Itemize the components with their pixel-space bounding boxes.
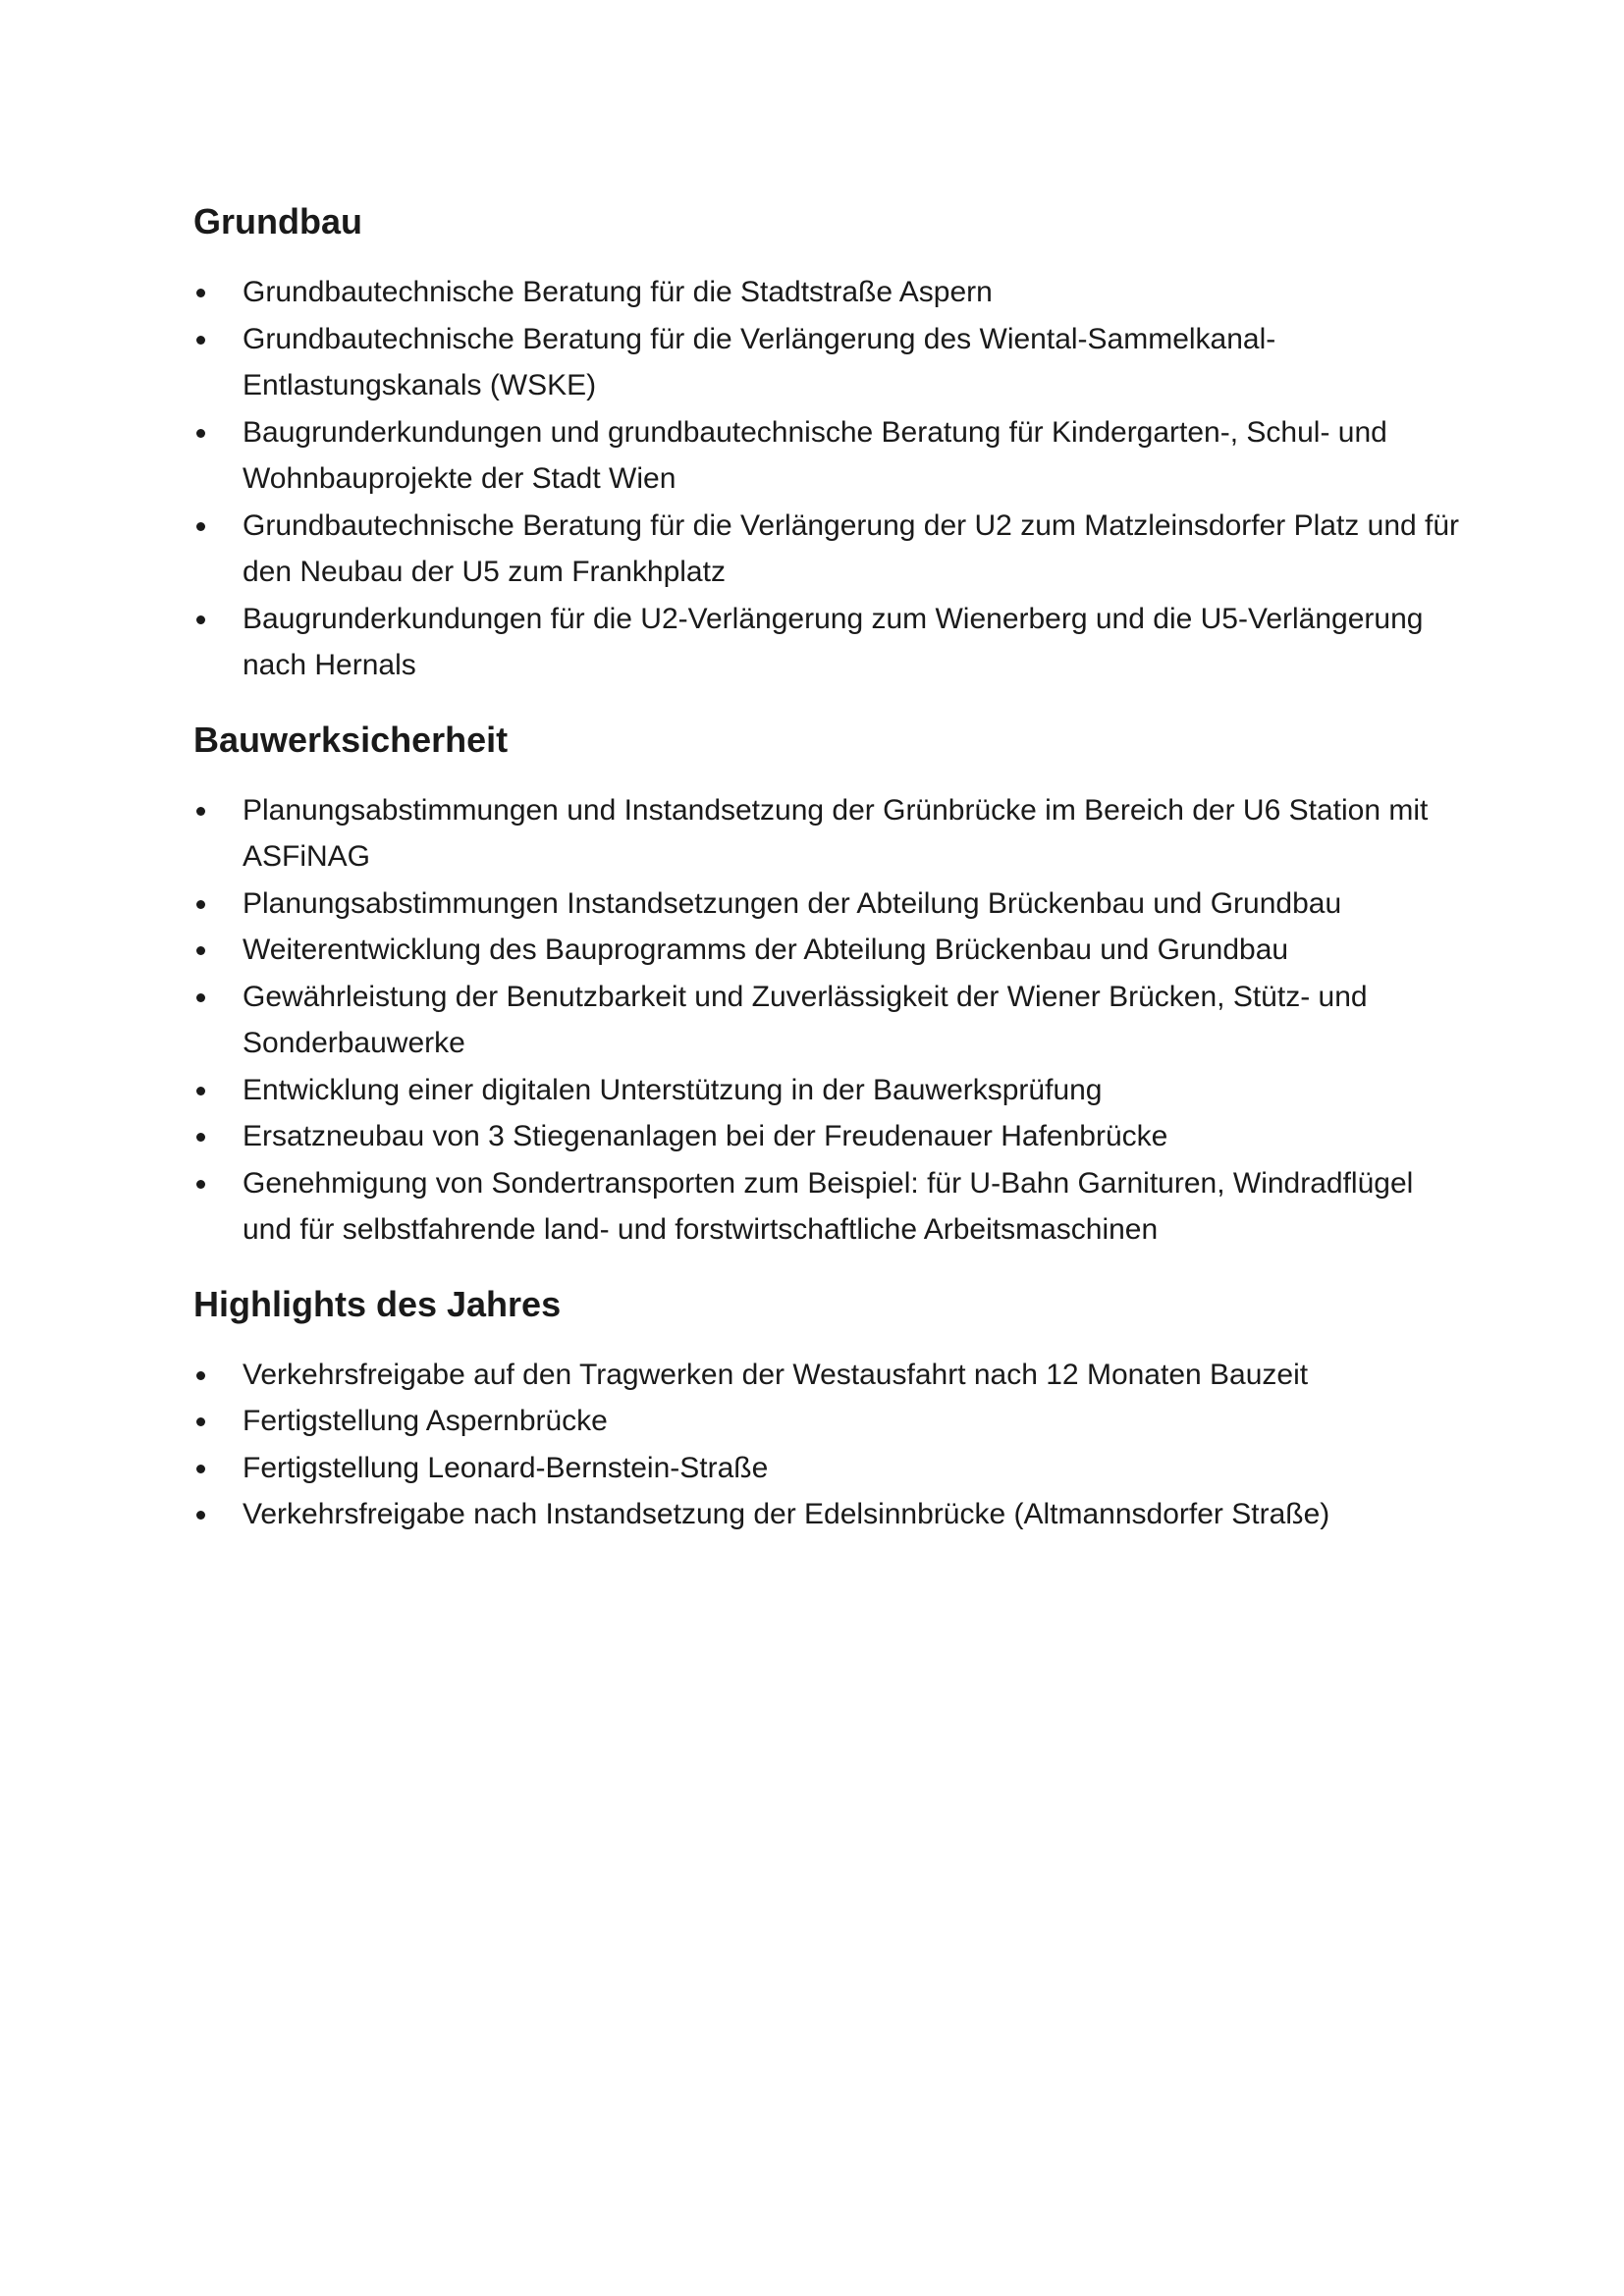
bullet-icon <box>196 807 205 816</box>
list-item-text: Weiterentwicklung des Bauprogramms der Abteilung Brückenbau und Grundbau <box>243 934 1289 966</box>
list-item <box>193 1113 1470 1160</box>
list-item <box>193 1491 1470 1538</box>
section-title: Highlights des Jahres <box>193 1283 562 1324</box>
list-item-text: Verkehrsfreigabe nach Instandsetzung der Edelsinnbrücke (Altmannsdorfer Straße) <box>243 1498 1330 1530</box>
list-item-text: Baugrunderkundungen und grundbautechnische Beratung für Kindergarten-, Schul- und Wohnbauprojekte der Stadt Wien <box>243 415 1387 495</box>
bullet-icon <box>196 1133 205 1142</box>
list-item <box>193 409 1470 503</box>
bullet-icon <box>196 1511 205 1520</box>
bullet-icon <box>196 1180 205 1189</box>
bullet-icon <box>196 946 205 955</box>
section-title: Grundbau <box>193 201 362 241</box>
bullet-list <box>193 787 1470 1254</box>
list-item-text: Planungsabstimmungen und Instandsetzung der Grünbrücke im Bereich der U6 Station mit ASFiNAG <box>243 793 1429 873</box>
bullet-icon <box>196 900 205 909</box>
bullet-icon <box>196 1087 205 1095</box>
list-item <box>193 316 1470 409</box>
bullet-icon <box>196 615 205 624</box>
list-item <box>193 927 1470 974</box>
bullet-icon <box>196 336 205 345</box>
document-page <box>193 192 1470 1538</box>
section-bauwerksicherheit <box>193 711 1470 1254</box>
list-item <box>193 1067 1470 1114</box>
bullet-list <box>193 1352 1470 1538</box>
list-item <box>193 1160 1470 1254</box>
list-item-text: Ersatzneubau von 3 Stiegenanlagen bei der Freudenauer Hafenbrücke <box>243 1120 1168 1152</box>
list-item-text: Verkehrsfreigabe auf den Tragwerken der Westausfahrt nach 12 Monaten Bauzeit <box>243 1358 1309 1391</box>
list-item <box>193 1352 1470 1399</box>
section-title: Bauwerksicherheit <box>193 719 509 760</box>
bullet-icon <box>196 429 205 438</box>
bullet-icon <box>196 1465 205 1473</box>
bullet-icon <box>196 993 205 1002</box>
list-item-text: Planungsabstimmungen Instandsetzungen der Abteilung Brückenbau und Grundbau <box>243 886 1342 920</box>
bullet-icon <box>196 1371 205 1380</box>
list-item <box>193 1398 1470 1445</box>
list-item <box>193 881 1470 928</box>
list-item-text: Fertigstellung Aspernbrücke <box>243 1405 608 1437</box>
list-item-text: Entwicklung einer digitalen Unterstützung in der Bauwerksprüfung <box>243 1073 1103 1106</box>
bullet-icon <box>196 289 205 297</box>
list-item <box>193 503 1470 596</box>
list-item-text: Fertigstellung Leonard-Bernstein-Straße <box>243 1451 769 1484</box>
list-item-text: Gewährleistung der Benutzbarkeit und Zuverlässigkeit der Wiener Brücken, Stütz- und Sonderbauwerke <box>243 980 1368 1059</box>
section-highlights <box>193 1275 1470 1538</box>
list-item <box>193 974 1470 1067</box>
list-item-text: Genehmigung von Sondertransporten zum Beispiel: für U-Bahn Garnituren, Windradflügel und für selbstfahrende land- und forstwirtschaftliche Arbeitsmaschinen <box>243 1166 1414 1246</box>
list-item-text: Baugrunderkundungen für die U2-Verlängerung zum Wienerberg und die U5-Verlängerung nach Hernals <box>243 602 1424 681</box>
list-item-text: Grundbautechnische Beratung für die Verlängerung der U2 zum Matzleinsdorfer Platz und für den Neubau der U5 zum Frankhplatz <box>243 508 1460 588</box>
bullet-icon <box>196 1417 205 1426</box>
list-item <box>193 269 1470 316</box>
list-item <box>193 1445 1470 1492</box>
section-grundbau <box>193 192 1470 689</box>
list-item-text: Grundbautechnische Beratung für die Stadtstraße Aspern <box>243 276 993 308</box>
list-item <box>193 787 1470 881</box>
list-item-text: Grundbautechnische Beratung für die Verlängerung des Wiental-Sammelkanal-Entlastungskanals (WSKE) <box>243 322 1276 401</box>
bullet-icon <box>196 522 205 531</box>
list-item <box>193 596 1470 689</box>
bullet-list <box>193 269 1470 689</box>
